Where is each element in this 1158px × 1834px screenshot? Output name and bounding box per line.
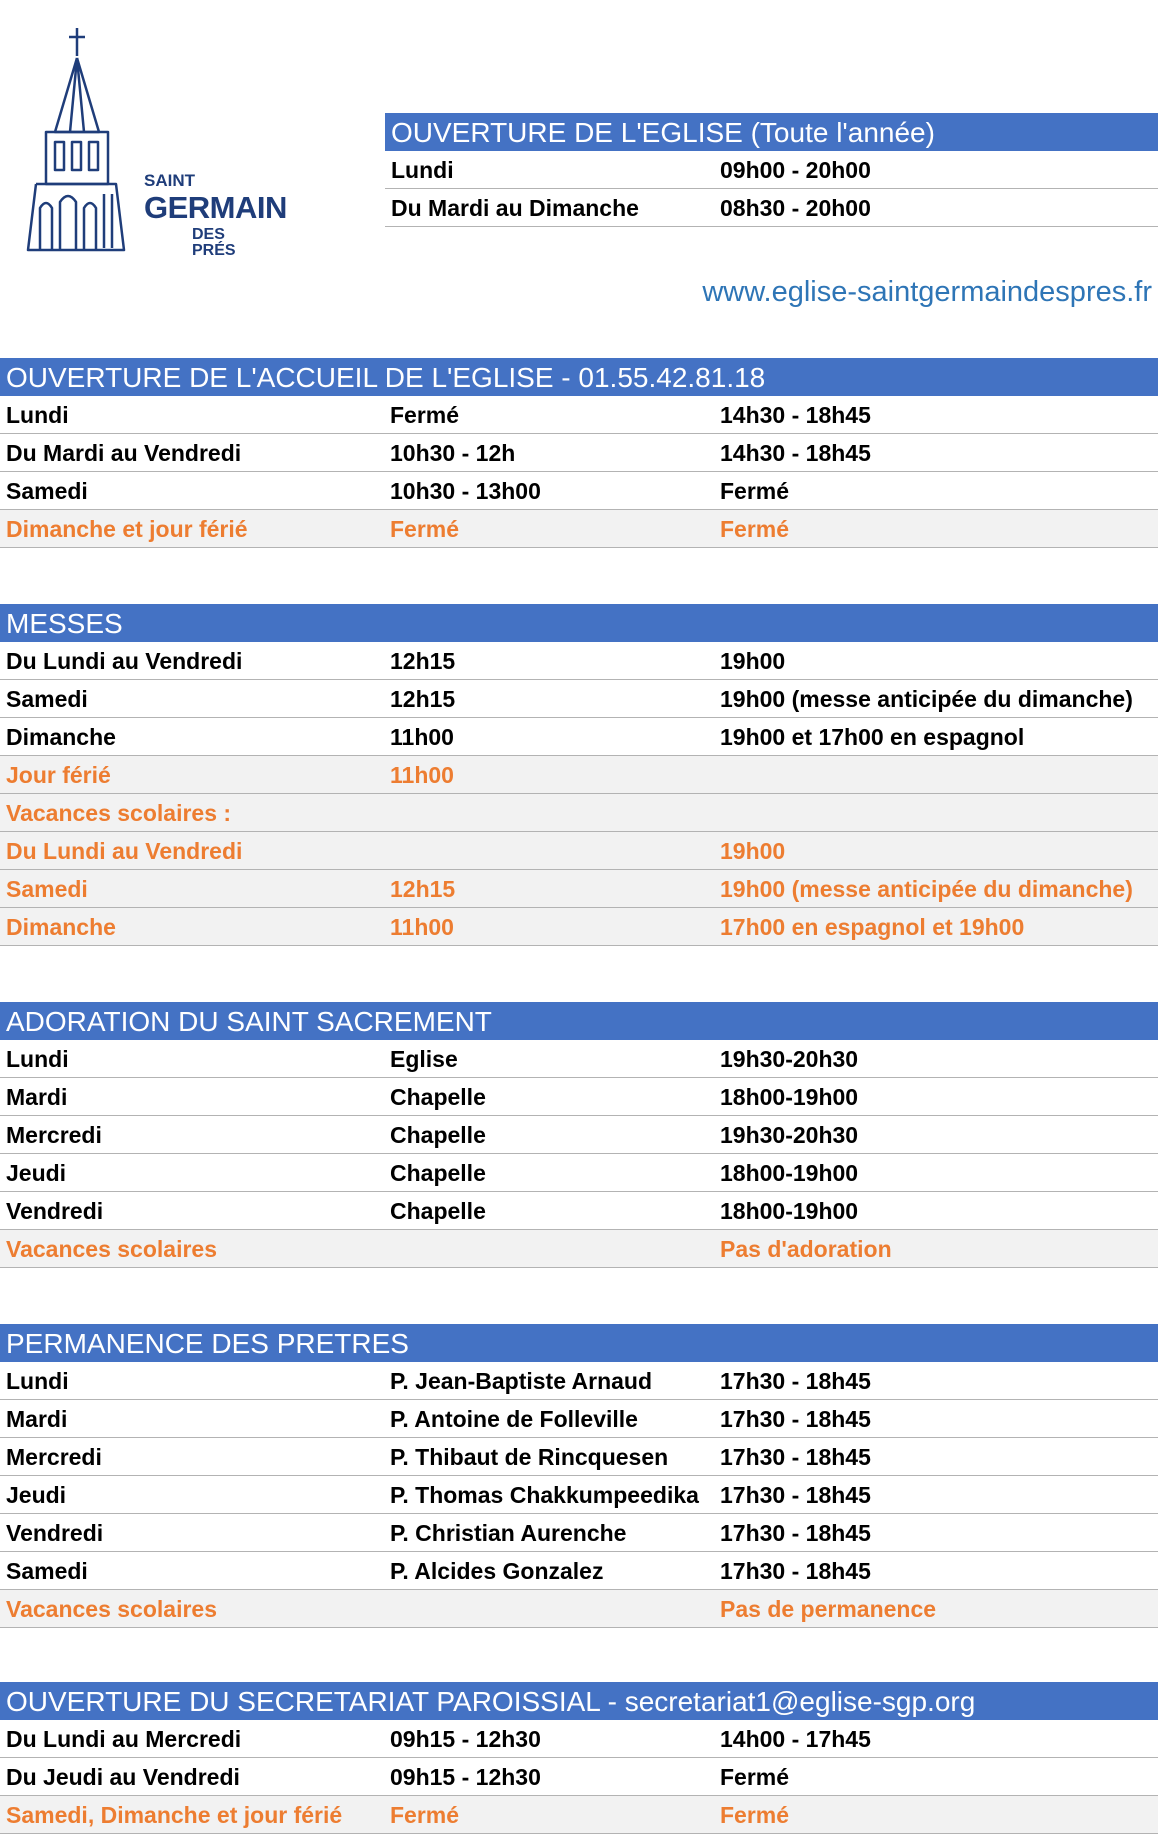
row-afternoon: 14h30 - 18h45 [720,440,871,466]
row-morning: Fermé [390,402,460,428]
row-day: Lundi [6,402,69,428]
row-afternoon: Fermé [720,1764,790,1790]
table-row [0,1476,1158,1514]
row-day: Jour férié [6,762,111,788]
row-priest: P. Thomas Chakkumpeedika [390,1482,699,1508]
row-day: Vacances scolaires [6,1596,217,1622]
row-time-1: 11h00 [390,724,454,750]
row-time-1: 12h15 [390,876,456,902]
table-row [0,1438,1158,1476]
table-row [0,434,1158,472]
table-row [0,1758,1158,1796]
row-time: 17h30 - 18h45 [720,1482,871,1508]
row-time: 17h30 - 18h45 [720,1406,871,1432]
row-day: Dimanche et jour férié [6,516,248,542]
table-row [0,396,1158,434]
row-time: 19h30-20h30 [720,1122,859,1148]
row-afternoon: 14h30 - 18h45 [720,402,871,428]
row-time: 17h30 - 18h45 [720,1368,871,1394]
row-day: Du Lundi au Vendredi [6,838,243,864]
row-time: Pas de permanence [720,1596,937,1622]
website-link[interactable]: www.eglise-saintgermaindespres.fr [702,276,1152,308]
table-row [0,1514,1158,1552]
row-priest: P. Alcides Gonzalez [390,1558,604,1584]
row-place: Chapelle [390,1198,486,1224]
table-row [0,510,1158,548]
row-day: Vendredi [6,1520,104,1546]
table-row [0,1590,1158,1628]
table-row [0,1040,1158,1078]
row-time-2: 19h00 (messe anticipée du dimanche) [720,876,1133,902]
row-day: Samedi [6,1558,88,1584]
table-row [0,870,1158,908]
masses-table [0,604,1158,946]
row-day: Dimanche [6,724,116,750]
row-day: Jeudi [6,1482,67,1508]
table-row [0,756,1158,794]
logo-text-des-pres: DES PRÉS [192,226,236,259]
row-day: Lundi [6,1368,69,1394]
row-day: Dimanche [6,914,116,940]
row-time-1: 12h15 [390,686,456,712]
welcome-desk-table [0,358,1158,548]
table-row [385,151,1158,189]
row-place: Eglise [390,1046,458,1072]
row-day: Du Lundi au Vendredi [6,648,243,674]
row-time: 18h00-19h00 [720,1198,859,1224]
row-priest: P. Christian Aurenche [390,1520,627,1546]
row-time: 17h30 - 18h45 [720,1558,871,1584]
table-row [0,680,1158,718]
row-time: 17h30 - 18h45 [720,1444,871,1470]
row-hours: 08h30 - 20h00 [720,195,871,221]
row-day: Du Jeudi au Vendredi [6,1764,240,1790]
row-day: Samedi [6,686,88,712]
row-time: 18h00-19h00 [720,1160,859,1186]
table-row [0,1400,1158,1438]
row-day: Samedi [6,876,88,902]
table-row [0,1362,1158,1400]
row-morning: Fermé [390,516,460,542]
row-hours: 09h00 - 20h00 [720,157,871,183]
row-day: Mardi [6,1406,68,1432]
row-day: Samedi [6,478,88,504]
row-day: Du Lundi au Mercredi [6,1726,242,1752]
row-morning: 10h30 - 12h [390,440,516,466]
row-time-2: 19h00 et 17h00 en espagnol [720,724,1025,750]
table-row [0,472,1158,510]
row-time-2: 17h00 en espagnol et 19h00 [720,914,1025,940]
row-day: Vendredi [6,1198,104,1224]
row-morning: 10h30 - 13h00 [390,478,541,504]
row-afternoon: Fermé [720,1802,790,1828]
row-day: Mardi [6,1084,68,1110]
table-row [0,794,1158,832]
masses-title: MESSES [0,604,1158,642]
row-day: Vacances scolaires [6,1236,217,1262]
row-day: Mercredi [6,1122,102,1148]
row-afternoon: Fermé [720,516,790,542]
row-time-2: 19h00 [720,648,786,674]
row-day: Samedi, Dimanche et jour férié [6,1802,343,1828]
table-row [0,908,1158,946]
row-morning: 09h15 - 12h30 [390,1726,541,1752]
row-morning: Fermé [390,1802,460,1828]
row-day: Du Mardi au Dimanche [391,195,639,221]
logo-text-germain: GERMAIN [144,190,287,225]
row-day: Du Mardi au Vendredi [6,440,242,466]
row-time-1: 11h00 [390,762,454,788]
row-afternoon: Fermé [720,478,790,504]
table-row [0,832,1158,870]
adoration-table [0,1002,1158,1268]
row-priest: P. Thibaut de Rincquesen [390,1444,669,1470]
table-row [0,718,1158,756]
logo-text-saint: SAINT [144,171,195,190]
table-row [0,1720,1158,1758]
table-row [0,1078,1158,1116]
table-row [0,1552,1158,1590]
table-row [0,1796,1158,1834]
church-hours-table [385,113,1158,227]
row-afternoon: 14h00 - 17h45 [720,1726,871,1752]
row-priest: P. Antoine de Folleville [390,1406,638,1432]
table-row [0,1230,1158,1268]
priests-title: PERMANENCE DES PRETRES [0,1324,1158,1362]
row-morning: 09h15 - 12h30 [390,1764,541,1790]
adoration-title: ADORATION DU SAINT SACREMENT [0,1002,1158,1040]
church-hours-title: OUVERTURE DE L'EGLISE (Toute l'année) [385,113,1158,151]
row-place: Chapelle [390,1084,486,1110]
row-priest: P. Jean-Baptiste Arnaud [390,1368,653,1394]
row-time: Pas d'adoration [720,1236,892,1262]
table-row [0,1154,1158,1192]
row-day: Jeudi [6,1160,67,1186]
row-time-1: 11h00 [390,914,454,940]
secretariat-table [0,1682,1158,1834]
table-row [0,642,1158,680]
row-day: Lundi [391,157,454,183]
welcome-desk-title: OUVERTURE DE L'ACCUEIL DE L'EGLISE - 01.55.42.81.18 [0,358,1158,396]
table-row [385,189,1158,227]
table-row [0,1192,1158,1230]
row-day: Vacances scolaires : [6,800,232,826]
secretariat-title: OUVERTURE DU SECRETARIAT PAROISSIAL - secretariat1@eglise-sgp.org [0,1682,1158,1720]
row-time-2: 19h00 [720,838,786,864]
row-time: 18h00-19h00 [720,1084,859,1110]
priests-table [0,1324,1158,1628]
row-place: Chapelle [390,1122,486,1148]
row-day: Lundi [6,1046,69,1072]
table-row [0,1116,1158,1154]
church-steeple-icon [20,22,140,252]
parish-logo [20,22,287,259]
row-time-1: 12h15 [390,648,456,674]
row-time-2: 19h00 (messe anticipée du dimanche) [720,686,1133,712]
row-time: 19h30-20h30 [720,1046,859,1072]
row-time: 17h30 - 18h45 [720,1520,871,1546]
row-day: Mercredi [6,1444,102,1470]
row-place: Chapelle [390,1160,486,1186]
